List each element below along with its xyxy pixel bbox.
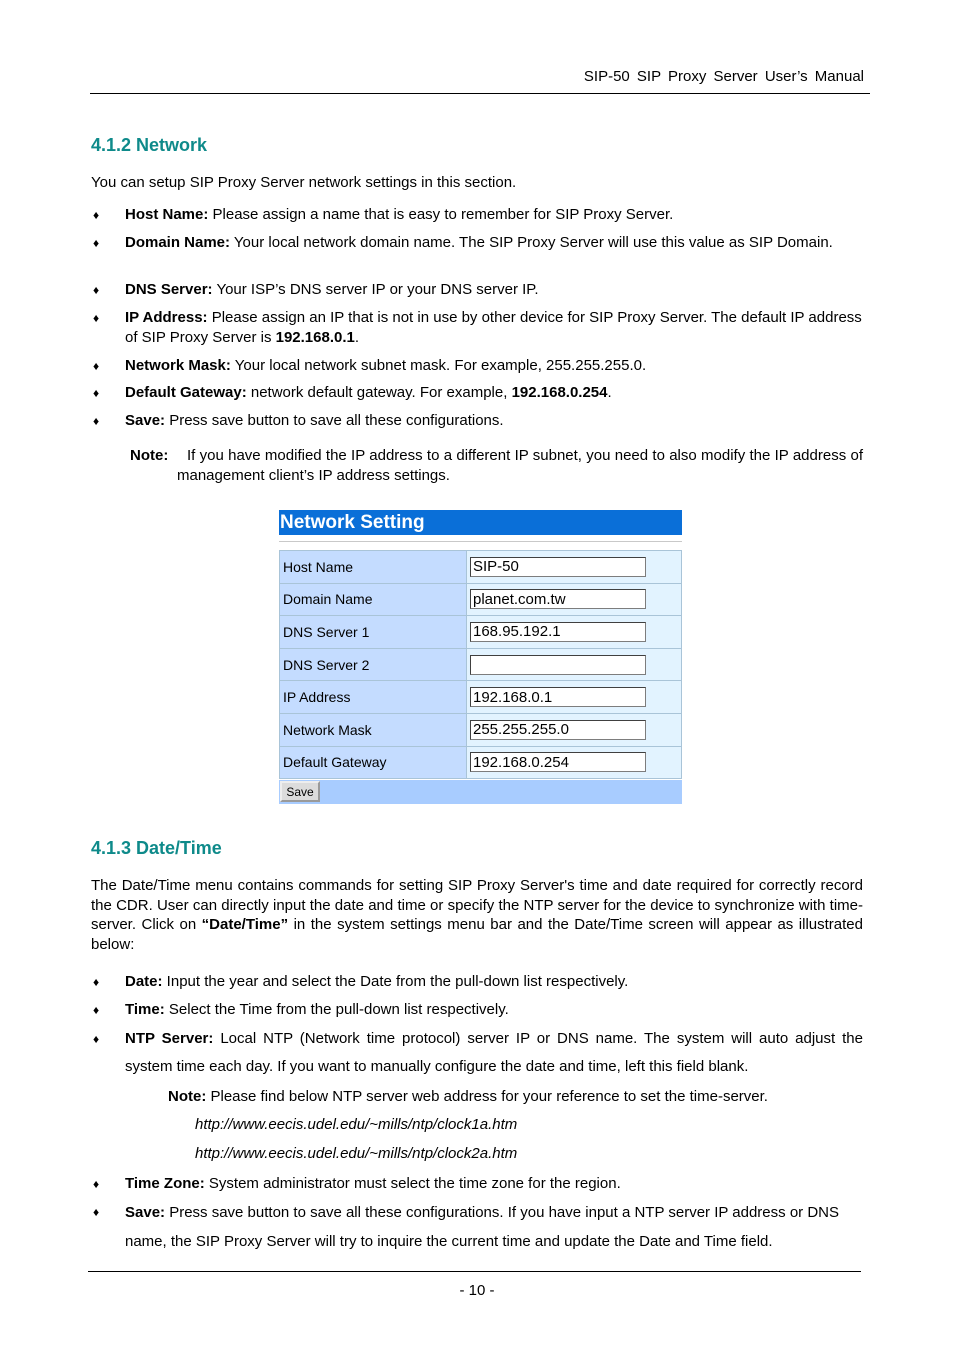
term: Date: (125, 973, 163, 990)
dns-server-1-input[interactable] (470, 622, 646, 642)
list-item-time (125, 1000, 863, 1020)
field-label: DNS Server 1 (280, 616, 467, 649)
save-button[interactable]: Save (280, 781, 320, 802)
section-heading-datetime: 4.1.3 Date/Time (91, 838, 222, 858)
term: Save: (125, 412, 166, 429)
form-row-domain-name (280, 583, 682, 616)
list-item-ip-address (125, 308, 863, 348)
term: Domain Name: (125, 234, 231, 251)
bullet-icon: ♦ (93, 414, 100, 428)
bullet-icon: ♦ (93, 975, 100, 989)
ntp-link-2[interactable]: http://www.eecis.udel.edu/~mills/ntp/clock2a.htm (195, 1145, 518, 1162)
list-item-host-name (125, 205, 863, 225)
domain-name-input[interactable] (470, 589, 646, 609)
form-row-network-mask (280, 713, 682, 746)
bullet-icon: ♦ (93, 236, 100, 250)
network-mask-input[interactable] (470, 720, 646, 740)
form-row-host-name (280, 551, 682, 584)
default-ip: 192.168.0.1 (275, 329, 355, 346)
bullet-icon: ♦ (93, 1205, 100, 1219)
default-gateway-input[interactable] (470, 752, 646, 772)
term: Host Name: (125, 206, 209, 223)
field-label: Network Mask (280, 713, 467, 746)
network-setting-form (279, 550, 682, 779)
note-text: Please find below NTP server web address for your reference to set the time-server. (206, 1088, 768, 1105)
footer-rule (88, 1271, 861, 1272)
desc: Input the year and select the Date from the pull-down list respectively. (162, 973, 629, 990)
field-label: Host Name (280, 551, 467, 584)
form-row-dns-server-2 (280, 648, 682, 681)
bullet-icon: ♦ (93, 311, 100, 325)
term: Time: (125, 1001, 165, 1018)
form-row-dns-server-1 (280, 616, 682, 649)
list-item-default-gateway (125, 383, 863, 403)
document-header: SIP-50 SIP Proxy Server User’s Manual (583, 68, 864, 85)
list-item-date (125, 972, 863, 992)
intro-bold: “Date/Time” (201, 916, 289, 933)
list-item-ntp-server (125, 1025, 863, 1081)
list-item-network-mask (125, 356, 863, 376)
field-label: Domain Name (280, 583, 467, 616)
note-label: Note: (168, 1088, 207, 1105)
desc: Your ISP’s DNS server IP or your DNS server IP. (212, 281, 539, 298)
network-note-text: If you have modified the IP address to a different IP subnet, you need to also modify the IP address of management client’s IP address settings. (177, 447, 863, 484)
desc: Press save button to save all these configurations. If you have input a NTP server IP address or DNS name, the SIP Proxy Server will try to inquire the current time and update the Date and Time field. (125, 1204, 839, 1250)
term: DNS Server: (125, 281, 213, 298)
bullet-icon: ♦ (93, 386, 100, 400)
bullet-icon: ♦ (93, 1032, 100, 1046)
intro-text: The Date/Time menu contains commands for setting SIP Proxy Server's time and date required for correctly record the CDR. User can directly input the date and time or specify the NTP server for the device to synchronize with time-server. Click on (91, 877, 863, 933)
desc: Select the Time from the pull-down list respectively. (164, 1001, 509, 1018)
desc: Your local network subnet mask. For example, 255.255.255.0. (230, 357, 647, 374)
suffix: . (354, 329, 360, 346)
desc: Local NTP (Network time protocol) server IP or DNS name. The system will auto adjust the system time each day. If you want to manually configure the date and time, left this field blank. (125, 1030, 863, 1075)
ip-address-input[interactable] (470, 687, 646, 707)
network-setting-title: Network Setting (279, 510, 682, 535)
form-row-ip-address (280, 681, 682, 714)
term: Network Mask: (125, 357, 231, 374)
bullet-icon: ♦ (93, 359, 100, 373)
page-number: - 10 - (459, 1282, 495, 1299)
desc: Press save button to save all these configurations. (165, 412, 504, 429)
desc: network default gateway. For example, (246, 384, 512, 401)
list-item-save-datetime (125, 1198, 863, 1256)
term: Default Gateway: (125, 384, 247, 401)
bullet-icon: ♦ (93, 1003, 100, 1017)
list-item-domain-name (125, 233, 863, 253)
host-name-input[interactable] (470, 557, 646, 577)
term: IP Address: (125, 309, 208, 326)
default-gateway-value: 192.168.0.254 (511, 384, 608, 401)
bullet-icon: ♦ (93, 283, 100, 297)
desc: System administrator must select the time zone for the region. (204, 1175, 621, 1192)
desc: Your local network domain name. The SIP Proxy Server will use this value as SIP Domain. (230, 234, 833, 251)
save-bar (279, 780, 682, 804)
note-label: Note: (130, 447, 169, 464)
datetime-intro (91, 876, 863, 954)
bullet-icon: ♦ (93, 1177, 100, 1191)
intro-text: in the system settings menu bar and the Date/Time screen will appear as illustrated below: (91, 916, 863, 953)
ntp-link-1[interactable]: http://www.eecis.udel.edu/~mills/ntp/clock1a.htm (195, 1116, 518, 1133)
term: NTP Server: (125, 1030, 214, 1047)
field-label: Default Gateway (280, 746, 467, 779)
field-label: DNS Server 2 (280, 648, 467, 681)
desc: Please assign an IP that is not in use by other device for SIP Proxy Server. The default IP address of SIP Proxy Server is (125, 309, 862, 346)
header-rule (90, 93, 870, 94)
list-item-dns-server (125, 280, 863, 300)
desc: Please assign a name that is easy to remember for SIP Proxy Server. (208, 206, 674, 223)
term: Time Zone: (125, 1175, 205, 1192)
ntp-note (168, 1087, 868, 1107)
suffix: . (607, 384, 612, 401)
divider (279, 541, 682, 542)
field-label: IP Address (280, 681, 467, 714)
dns-server-2-input[interactable] (470, 655, 646, 675)
section-heading-network: 4.1.2 Network (91, 135, 208, 155)
form-row-default-gateway (280, 746, 682, 779)
network-intro: You can setup SIP Proxy Server network settings in this section. (91, 174, 517, 191)
bullet-icon: ♦ (93, 208, 100, 222)
list-item-save (125, 411, 863, 431)
term: Save: (125, 1204, 166, 1221)
list-item-time-zone (125, 1174, 863, 1194)
